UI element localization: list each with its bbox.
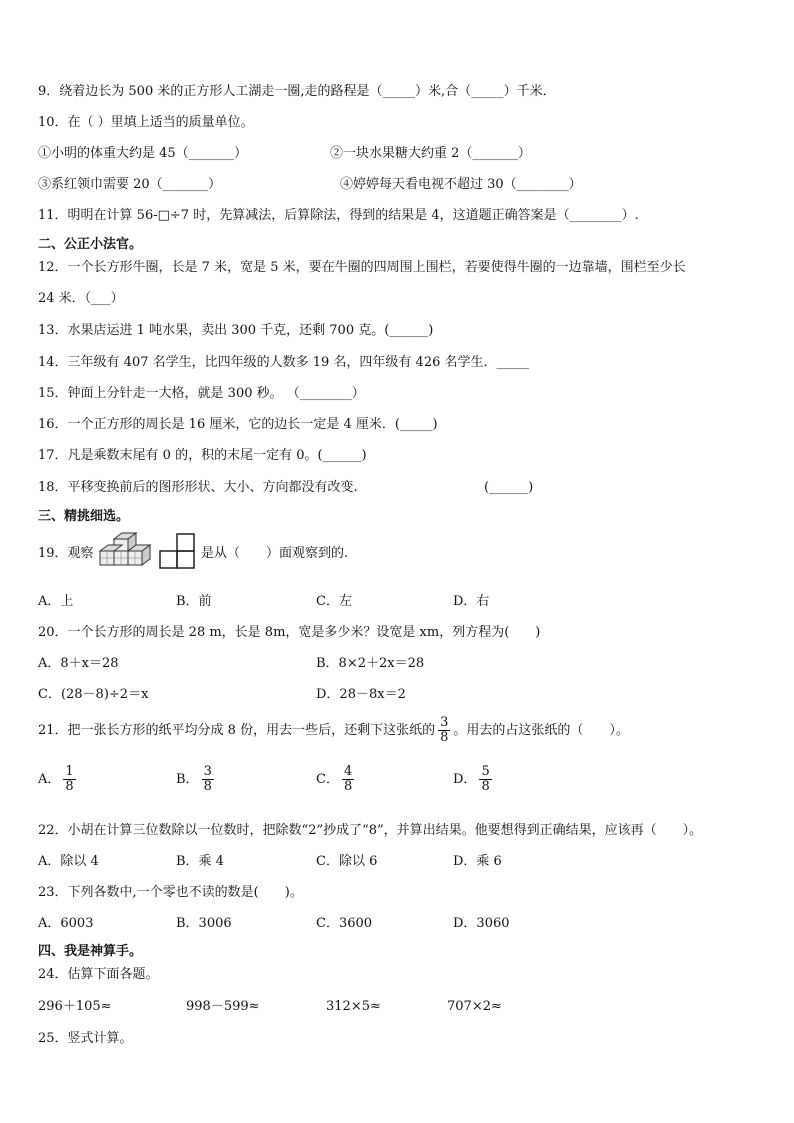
estimate-item-3: 312×5≈ (326, 999, 381, 1014)
question-22-option-d[interactable]: D．乘 6 (453, 854, 502, 869)
question-20-option-b[interactable]: B．8×2＋2x＝28 (316, 656, 425, 671)
question-22: 22．小胡在计算三位数除以一位数时，把除数“2”抄成了“8”，并算出结果。他要想得到正确结果，应该再（ ）。 (38, 823, 703, 838)
estimate-item-2: 998－599≈ (186, 999, 260, 1014)
question-21-suffix: 。用去的占这张纸的（ ）。 (453, 723, 629, 738)
question-22-option-b[interactable]: B．乘 4 (176, 854, 224, 869)
question-10-b: ②一块水果糖大约重 2（_______） (330, 146, 531, 161)
question-10-d: ④婷婷每天看电视不超过 30（________） (340, 177, 582, 192)
fraction-three-eighths: $\frac{3}{8}$ (440, 715, 449, 745)
question-18: 18．平移变换前后的图形形状、大小、方向都没有改变. (38, 480, 358, 495)
option-c-fraction: $\frac{4}{8}$ (343, 764, 353, 794)
section-3-heading: 三、精挑细选。 (38, 509, 130, 524)
section-2-heading: 二、公正小法官。 (38, 237, 143, 252)
estimate-item-4: 707×2≈ (447, 999, 502, 1014)
question-12: 12．一个长方形牛圈，长是 7 米，宽是 5 米，要在牛圈的四周围上围栏，若要使得牛圈的一边靠墙，围栏至少长 (38, 260, 686, 275)
question-24: 24．估算下面各题。 (38, 967, 159, 982)
question-10-c: ③系红领巾需要 20（_______） (38, 177, 222, 192)
question-22-option-c[interactable]: C．除以 6 (316, 854, 378, 869)
question-21-option-d[interactable]: D． $\frac{5}{8}$ (453, 764, 490, 794)
question-23: 23．下列各数中,一个零也不读的数是( )。 (38, 885, 303, 900)
question-10-a: ①小明的体重大约是 45（_______） (38, 146, 248, 161)
estimate-item-1: 296＋105≈ (38, 999, 112, 1014)
question-12-cont: 24 米．（___） (38, 291, 124, 306)
question-20-option-c[interactable]: C．(28－8)÷2＝x (38, 687, 149, 702)
question-21-option-b[interactable]: B． $\frac{3}{8}$ (176, 764, 212, 794)
question-11: 11．明明在计算 56-□÷7 时，先算减法，后算除法，得到的结果是 4，这道题正确答案是（________）. (38, 208, 639, 223)
option-a-fraction: $\frac{1}{8}$ (65, 764, 74, 794)
question-20-option-d[interactable]: D．28－8x＝2 (316, 687, 406, 702)
question-22-option-a[interactable]: A．除以 4 (38, 854, 99, 869)
question-18-blank: (______) (484, 480, 534, 495)
question-19-option-b[interactable]: B．前 (176, 594, 212, 609)
question-23-option-d[interactable]: D．3060 (453, 916, 510, 931)
question-19-prefix: 19．观察 (38, 546, 94, 561)
question-19-option-d[interactable]: D．右 (453, 594, 490, 609)
question-20: 20．一个长方形的周长是 28 m，长是 8m，宽是多少米？设宽是 xm，列方程为( ) (38, 625, 541, 640)
cube-stack-figure (96, 531, 152, 571)
question-14: 14．三年级有 407 名学生，比四年级的人数多 19 名，四年级有 426 名学生．_____ (38, 355, 530, 370)
question-21-option-c[interactable]: C． $\frac{4}{8}$ (316, 764, 353, 794)
question-23-option-a[interactable]: A．6003 (38, 916, 94, 931)
question-21 (38, 716, 629, 746)
option-d-fraction: $\frac{5}{8}$ (481, 764, 490, 794)
question-25: 25．竖式计算。 (38, 1031, 133, 1046)
question-23-option-b[interactable]: B．3006 (176, 916, 232, 931)
option-b-fraction: $\frac{3}{8}$ (203, 764, 212, 794)
question-9: 9．绕着边长为 500 米的正方形人工湖走一圈,走的路程是（_____）米,合（_____）千米． (38, 84, 556, 99)
view-grid-figure (158, 532, 198, 572)
question-23-option-c[interactable]: C．3600 (316, 916, 373, 931)
question-19-suffix: 是从（ ）面观察到的. (201, 546, 349, 561)
question-10: 10．在（ ）里填上适当的质量单位。 (38, 115, 254, 130)
question-19-option-a[interactable]: A．上 (38, 594, 74, 609)
question-20-option-a[interactable]: A．8＋x＝28 (38, 656, 119, 671)
section-4-heading: 四、我是神算手。 (38, 944, 143, 959)
question-15: 15．钟面上分针走一大格，就是 300 秒。 （________） (38, 386, 365, 401)
question-21-option-a[interactable]: A． $\frac{1}{8}$ (38, 764, 74, 794)
question-16: 16．一个正方形的周长是 16 厘米，它的边长一定是 4 厘米．(_____) (38, 417, 438, 432)
question-19-option-c[interactable]: C．左 (316, 594, 352, 609)
question-17: 17．凡是乘数末尾有 0 的，积的末尾一定有 0。(______) (38, 448, 367, 463)
question-13: 13．水果店运进 1 吨水果，卖出 300 千克，还剩 700 克。(______) (38, 323, 434, 338)
question-21-prefix: 21．把一张长方形的纸平均分成 8 份，用去一些后，还剩下这张纸的 (38, 723, 436, 738)
